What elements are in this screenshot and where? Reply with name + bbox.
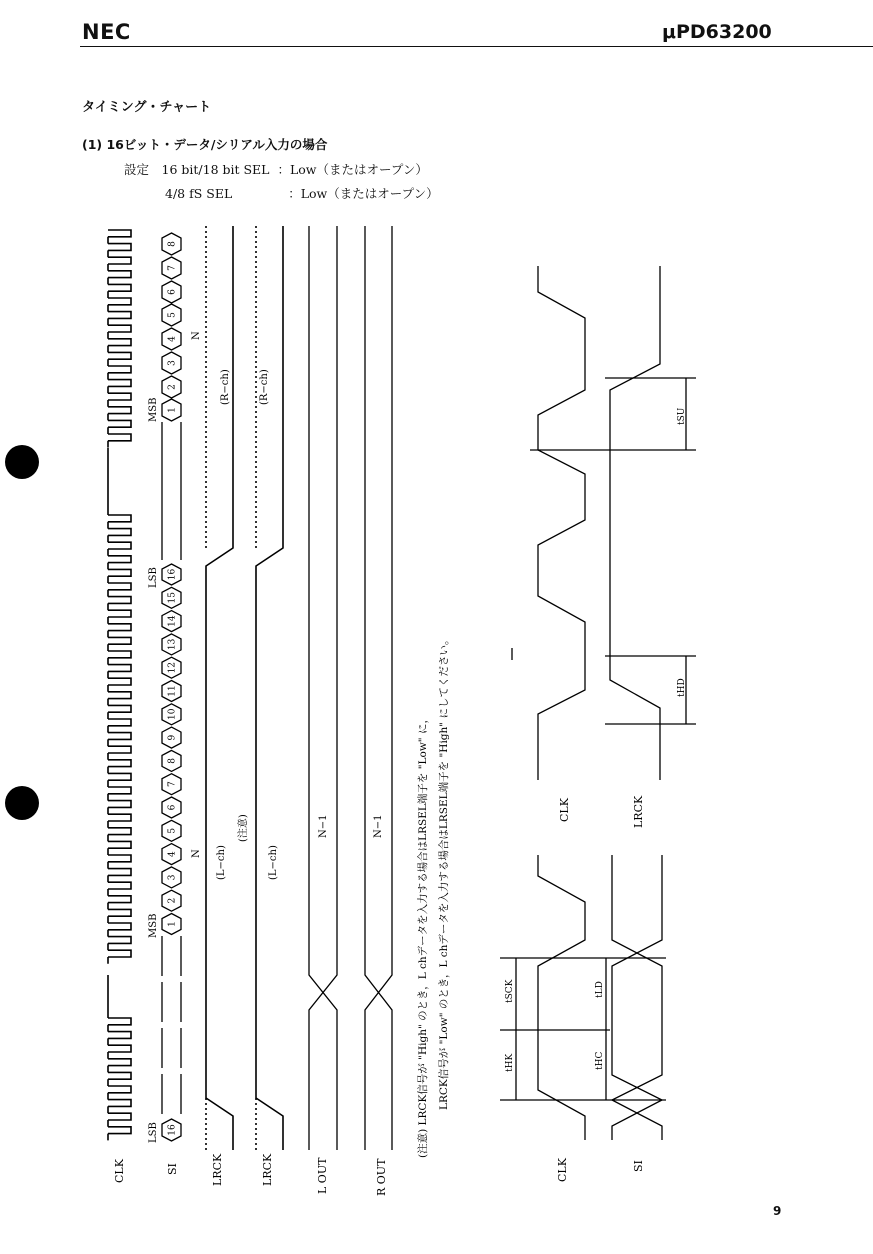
- setting-value-1: ：Low（またはオープン）: [277, 162, 428, 177]
- detail-si-b: [612, 855, 662, 1140]
- si-bit-lower-12-text: 12: [167, 661, 178, 674]
- r-out-a: [365, 226, 392, 1150]
- si-bit-lower-5-text: 5: [167, 827, 178, 834]
- label-r-out: R OUT: [375, 1158, 388, 1196]
- label-msb-top: MSB: [148, 397, 159, 422]
- si-waveform: [162, 233, 181, 1141]
- si-bit-lower-2-text: 2: [167, 897, 178, 904]
- note-line-2: LRCK信号が "Low" のとき，L chデータを入力する場合はLRSEL端子を "High" にしてください。: [438, 634, 450, 1110]
- detail-ref-upper: [530, 378, 696, 724]
- si-bit-upper-3-text: 3: [167, 360, 178, 366]
- detail-label-tsu: tSU: [677, 407, 687, 425]
- detail-label-thk: tHK: [505, 1053, 515, 1072]
- output-waveforms: [309, 226, 392, 1150]
- nec-logo: NEC: [82, 20, 131, 44]
- si-bit-upper-6-text: 6: [167, 289, 178, 295]
- label-note-mark: (注意): [238, 814, 249, 842]
- si-bit-upper-2-text: 2: [167, 384, 178, 390]
- r-out-b: [365, 226, 392, 1150]
- section-subtitle: (1) 16ビット・データ/シリアル入力の場合: [82, 137, 328, 152]
- label-lrck-2: LRCK: [261, 1153, 274, 1186]
- label-l-out-n1: N−1: [318, 814, 329, 838]
- label-l-out: L OUT: [316, 1157, 329, 1194]
- label-clk: CLK: [113, 1159, 126, 1183]
- si-bit-last-text: 16: [167, 1124, 178, 1136]
- part-number: μPD63200: [662, 21, 772, 43]
- lrck-waveforms: [206, 226, 283, 1150]
- label-msb-mid: MSB: [148, 913, 159, 938]
- si-bit-lower-8-text: 8: [167, 758, 178, 764]
- detail-si-a: [612, 855, 662, 1140]
- si-bit-lower-13-text: 13: [167, 638, 178, 651]
- detail-dim-lower: [516, 958, 606, 1100]
- detail-label-thc: tHC: [595, 1051, 605, 1070]
- clk-pulses-mid: [108, 515, 131, 964]
- label-lsb-mid: LSB: [148, 567, 159, 588]
- si-bit-upper-8-text: 8: [167, 241, 178, 247]
- lrck-1: [206, 226, 233, 1150]
- detail-clk: [538, 266, 585, 780]
- label-l-ch-1: (L−ch): [216, 845, 227, 880]
- note-line-1: (注意) LRCK信号が "High" のとき，L chデータを入力する場合はLRSEL端子を "Low" に，: [417, 713, 429, 1158]
- si-bit-upper-4-text: 4: [167, 336, 178, 342]
- clk-waveform: [108, 230, 131, 1140]
- detail-label-clk-2: CLK: [556, 1158, 569, 1182]
- si-bit-lower-16-text: 16: [167, 568, 178, 581]
- si-bit-lower-6-text: 6: [167, 804, 178, 811]
- si-bit-upper-5-text: 5: [167, 312, 178, 318]
- detail-label-thd: tHD: [677, 678, 687, 697]
- si-idle-top: [162, 422, 181, 560]
- si-bit-lower-15-text: 15: [167, 592, 178, 604]
- label-r-ch-2: (R−ch): [259, 369, 270, 405]
- setting-name-2: 4/8 fS SEL: [165, 186, 233, 201]
- label-lrck-1: LRCK: [211, 1153, 224, 1186]
- si-bit-lower-7-text: 7: [167, 781, 178, 788]
- si-bit-lower-9-text: 9: [167, 734, 178, 741]
- detail-timing: [500, 266, 696, 1140]
- si-bit-lower-4-text: 4: [167, 851, 178, 857]
- detail-label-lrck: LRCK: [632, 795, 645, 828]
- label-r-ch-1: (R−ch): [220, 369, 231, 405]
- l-out-a: [309, 226, 337, 1150]
- detail-label-si: SI: [632, 1160, 645, 1172]
- clk-pulses-top: [108, 230, 131, 448]
- si-bit-lower-14-text: 14: [167, 615, 178, 627]
- si-bit-lower-3-text: 3: [167, 874, 178, 881]
- label-r-out-n1: N−1: [373, 814, 384, 838]
- detail-label-tld: tLD: [595, 981, 605, 998]
- lrck-2: [256, 226, 283, 1150]
- setting-name-1: 設定 16 bit/18 bit SEL: [124, 162, 270, 177]
- detail-label-clk: CLK: [558, 798, 571, 822]
- si-bit-upper-7-text: 7: [167, 265, 178, 271]
- section-title: タイミング・チャート: [82, 100, 212, 115]
- l-out-b: [309, 226, 337, 1150]
- si-bit-lower-11-text: 11: [167, 685, 178, 697]
- page-number: 9: [773, 1204, 782, 1218]
- detail-lrck: [610, 266, 660, 780]
- label-n-lower: N: [191, 849, 202, 858]
- detail-label-tsck: tSCK: [505, 979, 515, 1003]
- detail-ref-lower: [500, 958, 666, 1100]
- label-si: SI: [166, 1163, 179, 1175]
- label-l-ch-2: (L−ch): [268, 845, 279, 880]
- detail-clk-2: [538, 855, 585, 1140]
- si-bit-lower-1-text: 1: [167, 921, 178, 927]
- setting-value-2: ：Low（またはオープン）: [288, 186, 439, 201]
- label-lsb-bottom: LSB: [148, 1122, 159, 1143]
- si-idle-bottom: [162, 936, 181, 1118]
- label-n-upper: N: [191, 331, 202, 340]
- si-bit-upper-1-text: 1: [167, 407, 178, 413]
- clk-pulses-bottom: [108, 1018, 131, 1140]
- si-bit-lower-10-text: 10: [167, 708, 178, 721]
